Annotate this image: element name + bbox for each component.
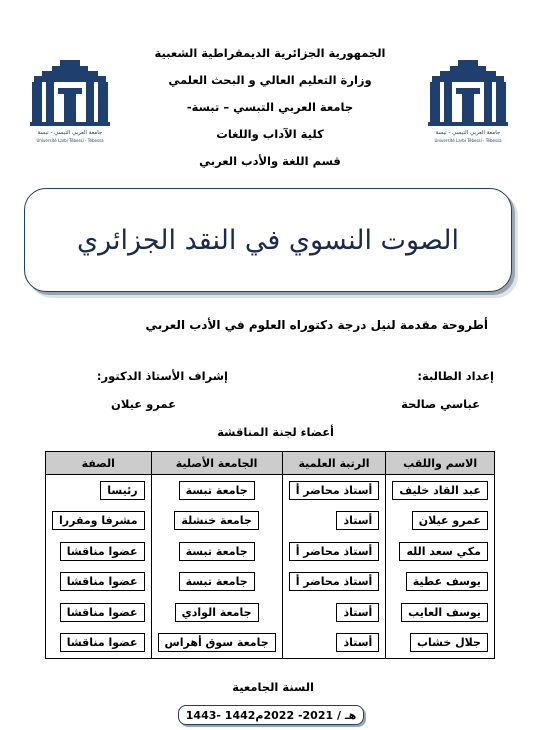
member-name: مكي سعد الله <box>399 542 487 561</box>
student-name: عباسي صالحة <box>401 397 480 411</box>
member-role: عضوا مناقشا <box>60 633 145 652</box>
member-rank: أستاذ محاضر أ <box>289 542 380 561</box>
member-name: يوسف العايب <box>401 603 488 622</box>
member-role: رئيسا <box>100 481 144 500</box>
table-row <box>46 567 495 598</box>
academic-year-value: 1443- 1442هـ / 2021- 2022م <box>185 708 357 722</box>
university-logo-left <box>28 58 112 148</box>
university-logo-icon <box>426 58 510 148</box>
header-line-3: جامعة العربي التبسي – تبسة- <box>186 100 354 114</box>
academic-year-label: السنة الجامعية <box>232 680 314 694</box>
thesis-subtitle: أطروحة مقدمة لنيل درجة دكتوراه العلوم في الأدب العربي <box>145 318 488 332</box>
member-university: جامعة تبسة <box>179 481 255 500</box>
logo-name-fr: Université Larbi Tébessi - Tébessa <box>36 138 104 143</box>
header-role: الصفة <box>46 452 152 475</box>
header-line-4: كلية الآداب واللغات <box>216 127 324 141</box>
header-line-2: وزارة التعليم العالي و البحث العلمي <box>168 73 372 87</box>
table-header-row <box>46 452 495 475</box>
member-rank: أستاذ محاضر أ <box>289 481 380 500</box>
header-rank: الرتبة العلمية <box>282 452 386 475</box>
committee-table <box>45 451 495 659</box>
supervisor-label: إشراف الأستاذ الدكتور: <box>96 369 228 383</box>
committee-title: أعضاء لجنة المناقشة <box>217 425 334 439</box>
student-label: إعداد الطالبة: <box>417 369 494 383</box>
member-name: يوسف عطية <box>406 572 488 591</box>
table-row <box>46 475 495 506</box>
member-name: عبد القاد خليف <box>392 481 488 500</box>
member-university: جامعة تبسة <box>179 572 255 591</box>
table-row <box>46 628 495 659</box>
logo-name-ar: جامعة العربي التبسي - تبسة <box>37 130 103 136</box>
member-university: جامعة الوادي <box>175 603 259 622</box>
member-name: جلال خشاب <box>410 633 488 652</box>
logo-name-fr: Université Larbi Tébessi - Tébessa <box>434 138 502 143</box>
table-row <box>46 506 495 537</box>
supervisor-name: عمرو عيلان <box>111 397 176 411</box>
university-logo-icon <box>28 58 112 148</box>
table-row <box>46 536 495 567</box>
header-line-1: الجمهورية الجزائرية الديمقراطية الشعبية <box>154 46 386 60</box>
member-role: مشرفا ومقررا <box>52 511 145 530</box>
member-rank: أستاذ <box>336 633 379 652</box>
header-line-5: قسم اللغة والأدب العربي <box>199 154 341 168</box>
header-name: الاسم واللقب <box>386 452 495 475</box>
member-university: جامعة سوق أهراس <box>158 633 276 652</box>
member-rank: أستاذ محاضر أ <box>289 572 380 591</box>
member-name: عمرو عيلان <box>412 511 488 530</box>
table-row <box>46 597 495 628</box>
member-university: جامعة تبسة <box>179 542 255 561</box>
member-rank: أستاذ <box>336 511 379 530</box>
member-rank: أستاذ <box>336 603 379 622</box>
header-university: الجامعة الأصلية <box>151 452 282 475</box>
member-role: عضوا مناقشا <box>60 603 145 622</box>
university-logo-right <box>426 58 510 148</box>
member-role: عضوا مناقشا <box>60 572 145 591</box>
thesis-title: الصوت النسوي في النقد الجزائري <box>76 224 460 256</box>
logo-name-ar: جامعة العربي التبسي - تبسة <box>435 130 501 136</box>
member-university: جامعة خنشلة <box>174 511 258 530</box>
member-role: عضوا مناقشا <box>60 542 145 561</box>
academic-year-box <box>178 705 364 725</box>
thesis-title-box <box>24 188 512 292</box>
